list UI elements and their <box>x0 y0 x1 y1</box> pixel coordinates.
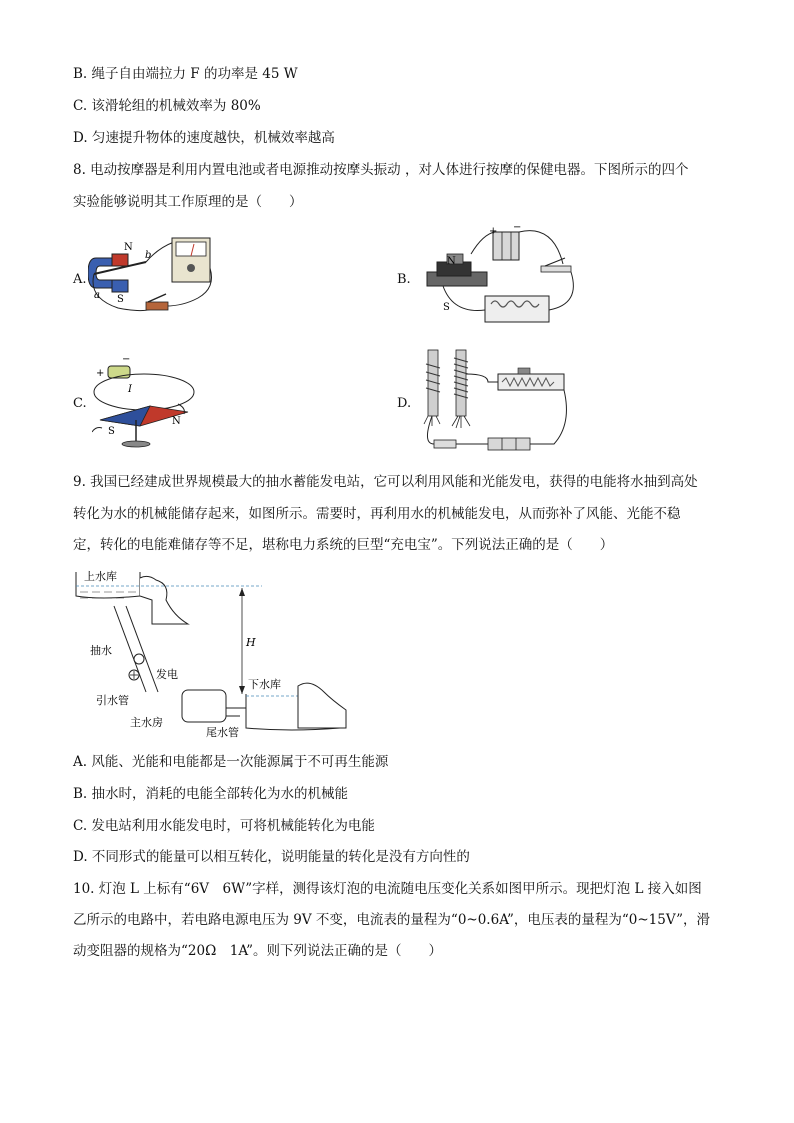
fig-a-n: N <box>124 242 133 253</box>
q9-stem-line3: 定，转化的电能难储存等不足，堪称电力系统的巨型“充电宝”。下列说法正确的是（ ） <box>73 537 614 553</box>
q9-option-b: B. 抽水时，消耗的电能全部转化为水的机械能 <box>73 786 349 802</box>
q8-label-d: D. <box>397 396 412 411</box>
fig-height-h: H <box>246 636 256 649</box>
fig-pump: 抽水 <box>90 644 112 657</box>
fig-b-s: S <box>443 302 450 313</box>
q9-option-c: C. 发电站利用水能发电时，可将机械能转化为电能 <box>73 818 375 834</box>
fig-a-b: b <box>145 250 152 261</box>
q9-option-a: A. 风能、光能和电能都是一次能源属于不可再生能源 <box>73 754 389 770</box>
q8-figure-b <box>413 224 583 334</box>
fig-generate: 发电 <box>156 668 178 681</box>
fig-c-n: N <box>172 416 181 427</box>
q9-stem-line1: 9. 我国已经建成世界规模最大的抽水蓄能发电站，它可以利用风能和光能发电，获得的电能将水抽到高处 <box>73 474 698 490</box>
fig-tail-pipe: 尾水管 <box>206 726 239 739</box>
q9-stem-line2: 转化为水的机械能储存起来，如图所示。需要时，再利用水的机械能发电，从而弥补了风能、光能不稳 <box>73 506 681 522</box>
q8-figure-c <box>92 352 202 452</box>
q10-line1: 10. 灯泡 L 上标有“6V 6W”字样，测得该灯泡的电流随电压变化关系如图甲所示。现把灯泡 L 接入如图 <box>73 881 702 897</box>
q7-option-b: B. 绳子自由端拉力 F 的功率是 45 W <box>73 66 298 82</box>
fig-b-n: N <box>447 256 456 267</box>
fig-lower-reservoir: 下水库 <box>248 678 281 691</box>
q8-label-a: A. <box>73 272 87 287</box>
q9-option-d: D. 不同形式的能量可以相互转化，说明能量的转化是没有方向性的 <box>73 849 470 865</box>
fig-c-i: I <box>128 384 132 395</box>
fig-upper-reservoir: 上水库 <box>84 570 117 583</box>
fig-a-a: a <box>94 290 100 301</box>
fig-main-house: 主水房 <box>130 716 163 729</box>
q8-figure-a <box>88 228 218 328</box>
fig-c-plus: + <box>96 368 105 379</box>
q8-figure-d <box>418 344 578 460</box>
q8-stem-line1: 8. 电动按摩器是利用内置电池或者电源推动按摩头振动 ，对人体进行按摩的保健电器。下图所示的四个 <box>73 162 689 178</box>
q8-label-c: C. <box>73 396 87 411</box>
fig-a-s: S <box>117 294 124 305</box>
q8-label-b: B. <box>397 272 411 287</box>
q7-option-d: D. 匀速提升物体的速度越快，机械效率越高 <box>73 130 335 146</box>
q7-option-c: C. 该滑轮组的机械效率为 80% <box>73 98 261 114</box>
q8-stem-line2: 实验能够说明其工作原理的是（ ） <box>73 194 303 210</box>
q10-line2: 乙所示的电路中，若电路电源电压为 9V 不变，电流表的量程为“0~0.6A”，电压表的量程为“0~15V”，滑 <box>73 912 710 928</box>
q10-line3: 动变阻器的规格为“20Ω 1A”。则下列说法正确的是（ ） <box>73 943 443 959</box>
q9-figure <box>70 566 350 740</box>
fig-intake-pipe: 引水管 <box>96 694 129 707</box>
fig-c-minus: − <box>122 354 131 365</box>
fig-c-s: S <box>108 426 115 437</box>
fig-b-plus: + <box>489 226 498 237</box>
fig-b-minus: − <box>513 224 522 233</box>
